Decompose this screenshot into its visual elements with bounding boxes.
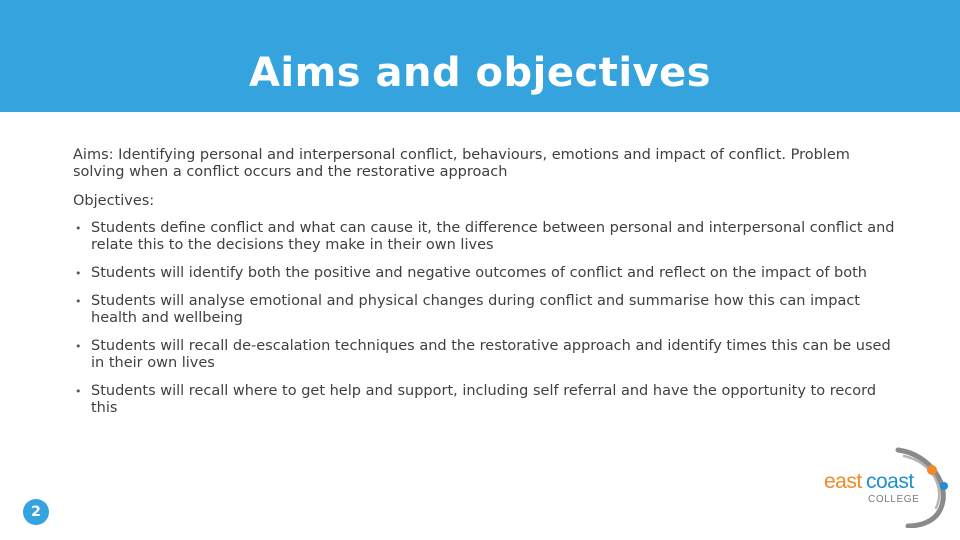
logo-word-coast: coast: [866, 470, 914, 493]
objective-text: Students will recall where to get help and support, including self referral and have the opportunity to record this: [91, 383, 877, 416]
objective-text: Students will identify both the positive and negative outcomes of conflict and reflect on the impact of both: [91, 265, 867, 281]
slide-title: Aims and objectives: [248, 50, 712, 96]
objective-item: [73, 293, 903, 327]
objectives-list: [73, 220, 903, 417]
objective-text: Students will analyse emotional and physical changes during conflict and summarise how this can impact health and wellbeing: [91, 293, 860, 326]
east-coast-college-logo: [820, 444, 950, 528]
slide-content: [73, 147, 903, 428]
objective-item: [73, 220, 903, 254]
logo-word-college: COLLEGE: [868, 494, 920, 505]
objective-text: Students define conflict and what can cause it, the difference between personal and interpersonal conflict and relate this to the decisions they make in their own lives: [91, 220, 895, 253]
objectives-heading: Objectives:: [73, 193, 155, 209]
objective-text: Students will recall de-escalation techniques and the restorative approach and identify times this can be used in their own lives: [91, 338, 891, 371]
objective-item: [73, 383, 903, 417]
aims-text: Aims: Identifying personal and interpersonal conflict, behaviours, emotions and impact of conflict. Problem solving when a conflict occurs and the restorative approach: [73, 147, 850, 180]
bullet-icon: •: [75, 340, 82, 353]
logo-word-east: east: [824, 470, 862, 493]
bullet-icon: •: [75, 267, 82, 280]
page-number-badge: 2: [23, 499, 49, 525]
title-bar: [0, 0, 960, 112]
objective-item: [73, 265, 903, 282]
bullet-icon: •: [75, 295, 82, 308]
objective-item: [73, 338, 903, 372]
bullet-icon: •: [75, 385, 82, 398]
bullet-icon: •: [75, 222, 82, 235]
